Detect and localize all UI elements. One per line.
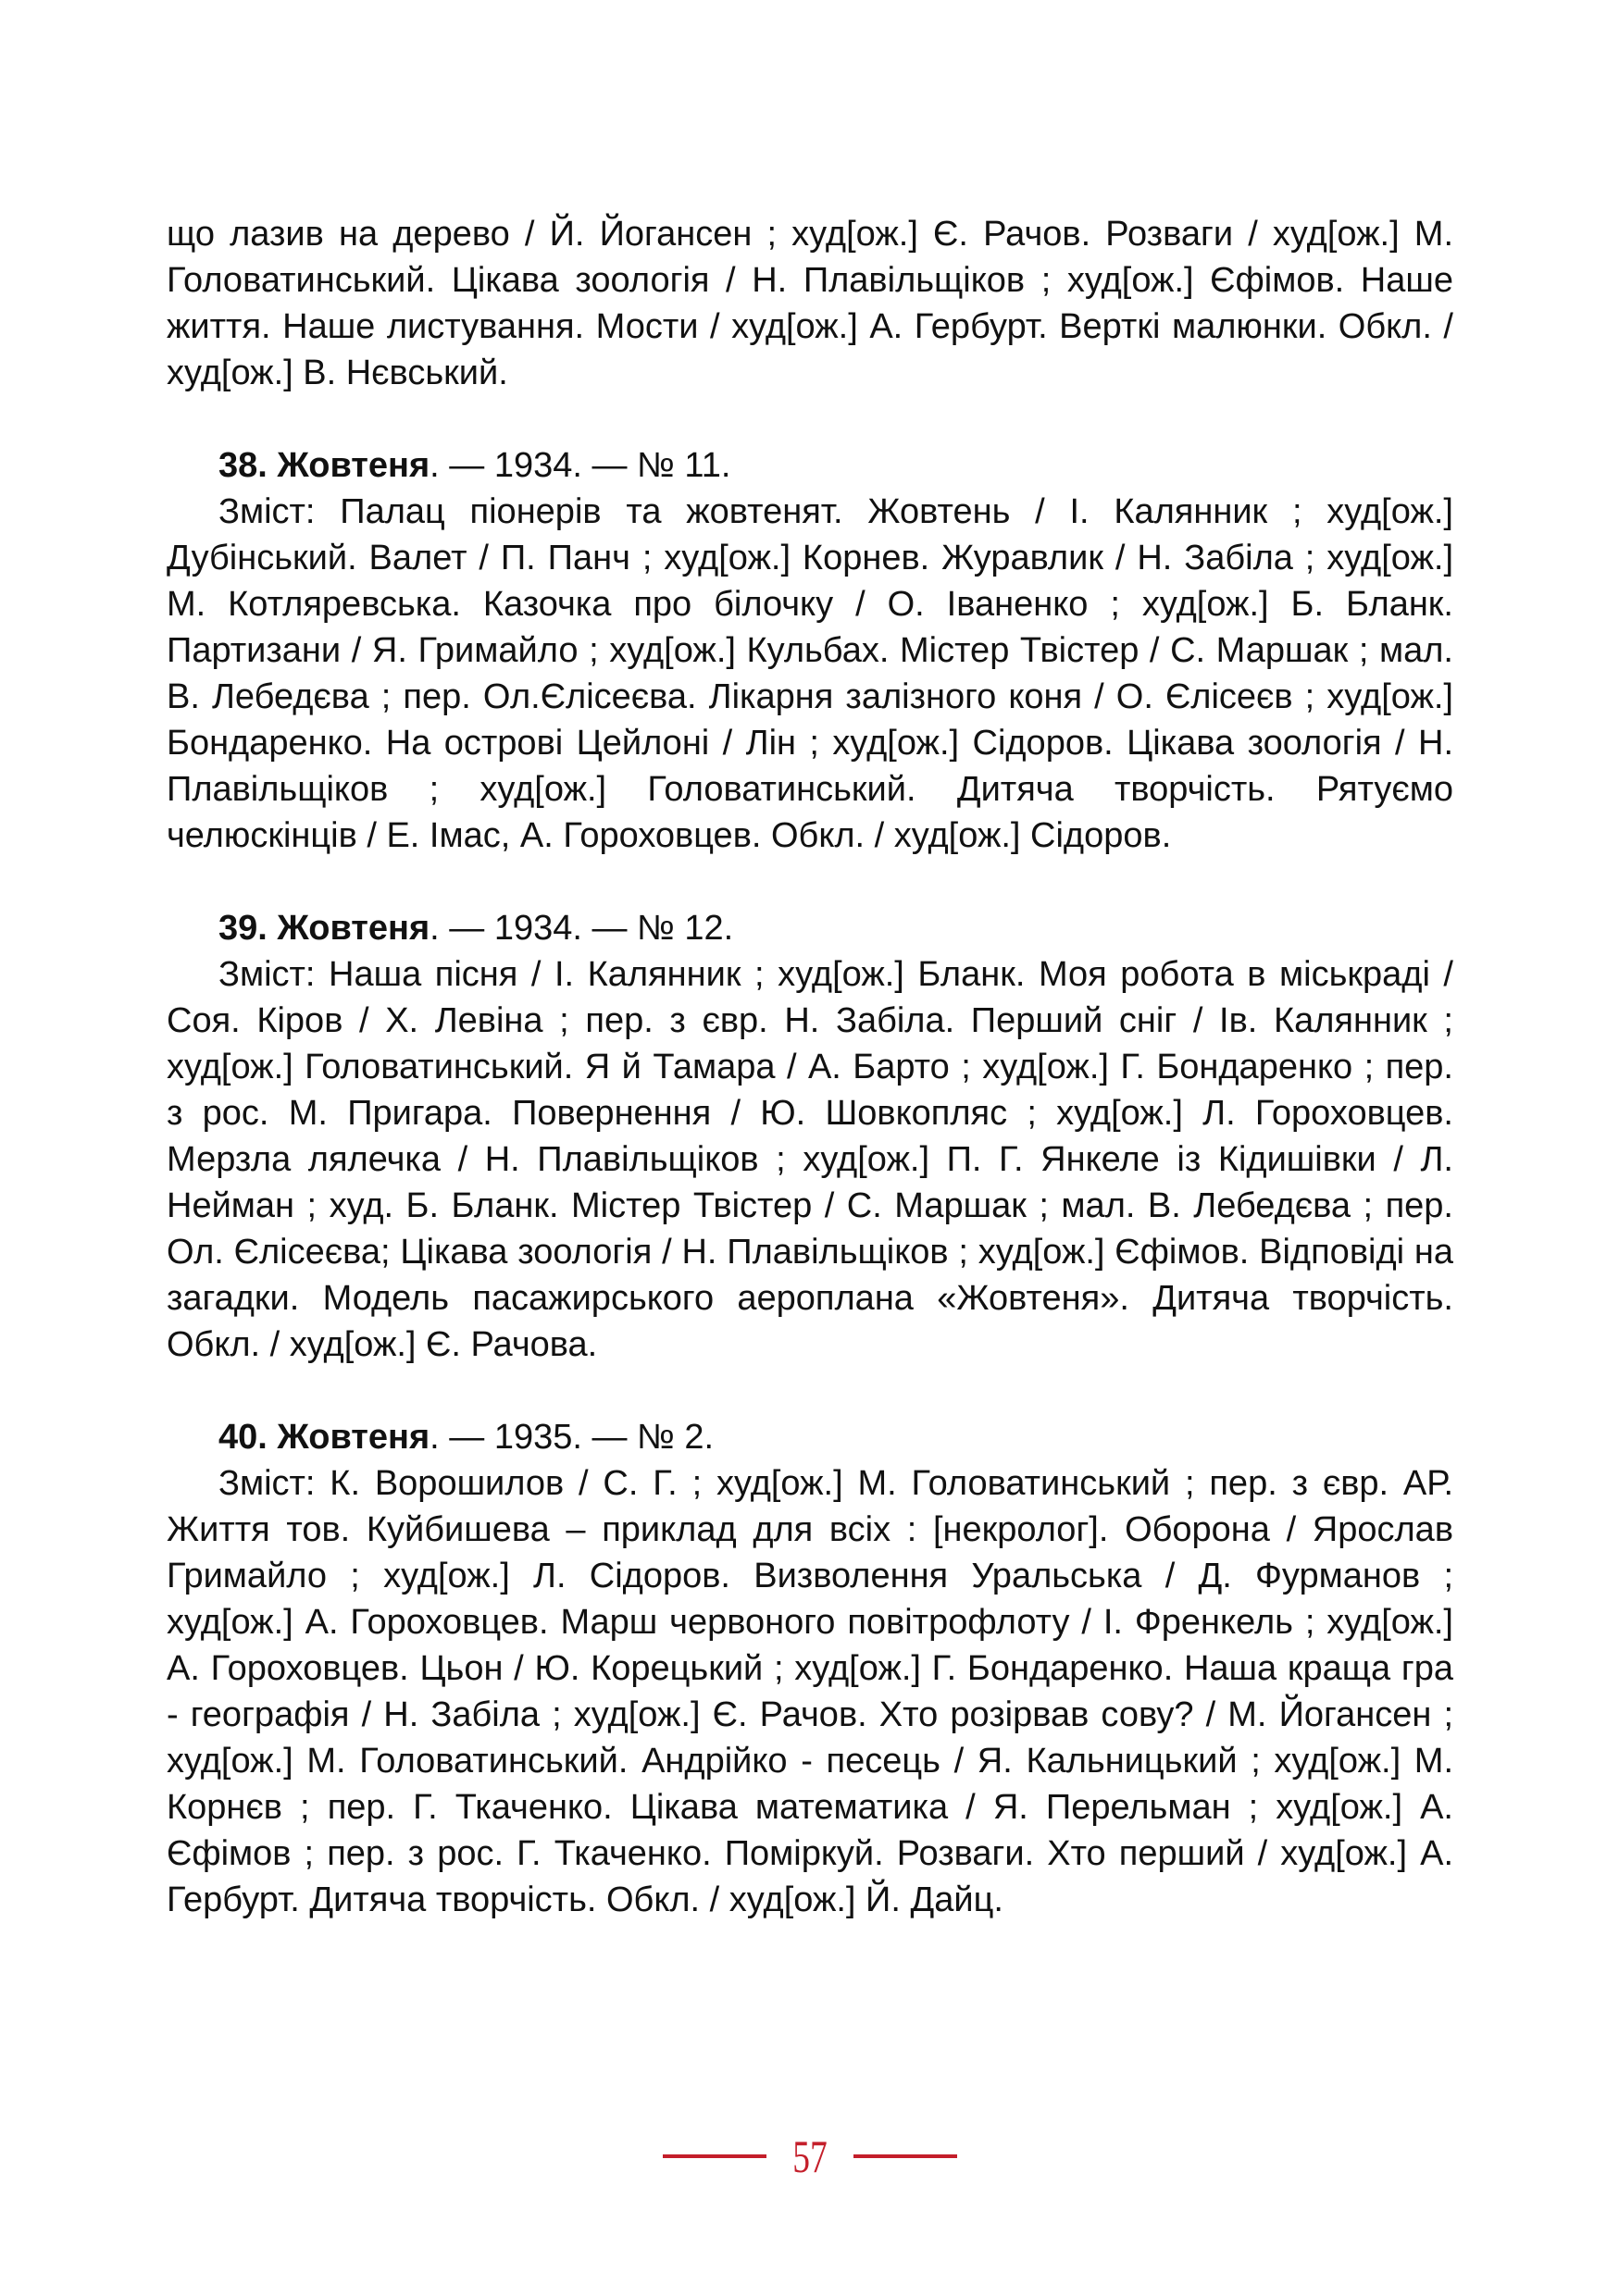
entry-title: 38. Жовтеня [218, 446, 430, 485]
entry-issue: . — 1935. — № 2. [430, 1418, 715, 1457]
bibliography-entry-38 [167, 442, 1453, 859]
entry-issue: . — 1934. — № 11. [430, 446, 731, 485]
entry-heading [167, 1414, 1453, 1460]
entry-contents: Зміст: Наша пісня / І. Калянник ; худ[ож.] Бланк. Моя робота в міськраді / Соя. Кіров / Х. Левіна ; пер. з євр. Н. Забіла. Перший сніг / Ів. Калянник ; худ[ож.] Головатинський. Я й Тамара / А. Барто ; худ[ож.] Г. Бондаренко ; пер. з рос. М. Пригара. Повернення / Ю. Шовкопляс ; худ[ож.] Л. Гороховцев. Мерзла лялечка / Н. Плавільщіков ; худ[ож.] П. Г. Янкеле із Кідишівки / Л. Нейман ; худ. Б. Бланк. Містер Твістер / С. Маршак ; мал. В. Лебедєва ; пер. Ол. Єлісеєва; Цікава зоологія / Н. Плавільщіков ; худ[ож.] Єфімов. Відповіді на загадки. Модель пасажирського аероплана «Жовтеня». Дитяча творчість. Обкл. / худ[ож.] Є. Рачова. [167, 955, 1453, 1364]
footer-rule-right [853, 2154, 957, 2158]
bibliography-entry-39 [167, 905, 1453, 1368]
entry-issue: . — 1934. — № 12. [430, 909, 734, 948]
entry-heading [167, 442, 1453, 489]
entry-title: 39. Жовтеня [218, 909, 430, 948]
entry-contents: Зміст: К. Ворошилов / С. Г. ; худ[ож.] М. Головатинський ; пер. з євр. АР. Життя тов. Куйбишева – приклад для всіх : [некролог]. Оборона / Ярослав Гримайло ; худ[ож.] Л. Сідоров. Визволення Уральська / Д. Фурманов ; худ[ож.] А. Гороховцев. Марш червоного повітрофлоту / І. Френкель ; худ[ож.] А. Гороховцев. Цьон / Ю. Корецький ; худ[ож.] Г. Бондаренко. Наша краща гра - географія / Н. Забіла ; худ[ож.] Є. Рачов. Хто розірвав сову? / М. Йогансен ; худ[ож.] М. Головатинський. Андрійко - песець / Я. Кальницький ; худ[ож.] М. Корнєв ; пер. Г. Ткаченко. Цікава математика / Я. Перельман ; худ[ож.] А. Єфімов ; пер. з рос. Г. Ткаченко. Поміркуй. Розваги. Хто перший / худ[ож.] А. Гербурт. Дитяча творчість. Обкл. / худ[ож.] Й. Дайц. [167, 1464, 1453, 1919]
page-body [167, 211, 1453, 1923]
entry-contents: Зміст: Палац піонерів та жовтенят. Жовтень / І. Калянник ; худ[ож.] Дубінський. Валет / П. Панч ; худ[ож.] Корнев. Журавлик / Н. Забіла ; худ[ож.] М. Котляревська. Казочка про білочку / О. Іваненко ; худ[ож.] Б. Бланк. Партизани / Я. Гримайло ; худ[ож.] Кульбах. Містер Твістер / С. Маршак ; мал. В. Лебедєва ; пер. Ол.Єлісеєва. Лікарня залізного коня / О. Єлісеєв ; худ[ож.] Бондаренко. На острові Цейлоні / Лін ; худ[ож.] Сідоров. Цікава зоологія / Н. Плавільщіков ; худ[ож.] Головатинський. Дитяча творчість. Рятуємо челюскінців / Е. Імас, А. Гороховцев. Обкл. / худ[ож.] Сідоров. [167, 492, 1453, 855]
page-number: 57 [791, 2130, 828, 2182]
continued-paragraph: що лазив на дерево / Й. Йогансен ; худ[ож.] Є. Рачов. Розваги / худ[ож.] М. Головатинський. Цікава зоологія / Н. Плавільщіков ; худ[ож.] Єфімов. Наше життя. Наше листування. Мости / худ[ож.] А. Гербурт. Верткі малюнки. Обкл. / худ[ож.] В. Нєвський. [167, 215, 1453, 392]
entry-title: 40. Жовтеня [218, 1418, 430, 1457]
footer-rule-left [663, 2154, 766, 2158]
entry-heading [167, 905, 1453, 951]
page-footer [0, 2128, 1619, 2184]
bibliography-entry-40 [167, 1414, 1453, 1923]
